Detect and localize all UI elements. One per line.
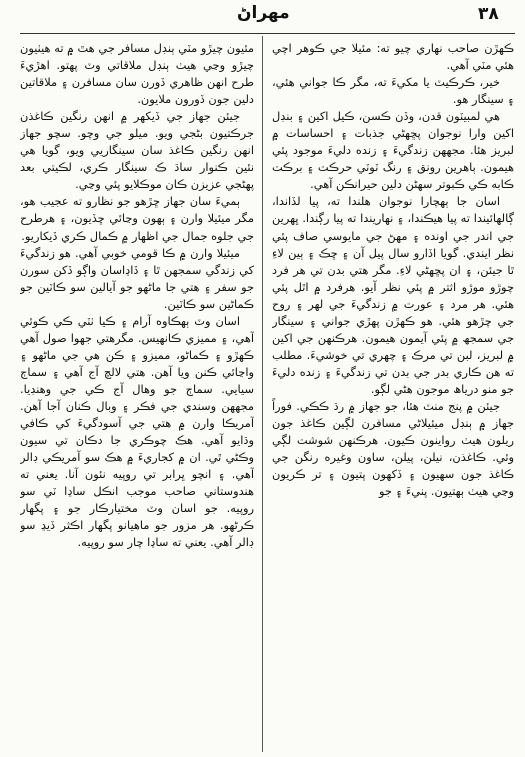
page-header: [0, 0, 525, 34]
paragraph: ميئيلا وارن ۾ ڪا قومي خوبي آهي. هو زندگيءَ کي زندگي سمجھن ٿا ۽ ڏاڍاسان واڳو ڏکن سورن جو سفر ۽ هتي جا ماڻهو جو آيالين سو ڪاٽين جو ڪماڻين سو ڪاٽين.: [20, 245, 254, 311]
paragraph: جيئن ۾ پنج منٽ هئا، جو جهاز ۾ رڌ ڪڪي. فوراً جهاز ۾ ٻنڊل ميئيلاڻي مسافرن لڳين ڪاغذ جون ريلون هيٺ رواينون ڪيون. هرڪنهن شوشت لڳي وئي. ڪاغذن، نيلن، پيلن، ساون وغيره رنگن جي ڪاغذ جون سهيون ۽ ڏکهون پتيون ۽ تر ڪريون وڃي هيٺ ٻهتيون. پنيءَ ۽ جو: [272, 398, 514, 499]
paragraph: اسان وٽ ٻهڪاوه آرام ۽ ڪيا ٺٽي ڪي ڪوئي آهي، ۽ مميزي ڪانهيس. مگرهتي جهوا صول آهي ڪهڙو ۽ ڪماڻو، مميزو ۽ ڪن هي جي ماڻهو ۽ واڃائي ڪنن ويا آهن. هتي لالچ آج آهي ۽ سماڄ سيايي. سماڄ جو وهال آج ڪي جي وهنڊيا. مجھهن وسندي جي فڪر ۽ وبال ڪنان آجا آهن. آمريڪا وارن ۾ هتي جي آسودگيءَ کي ڪافي وڌايو آهي. هڪ چوڪري جا دڪان تي سيون وڪڻي ٿي. ان ۾ کجاريءَ ۾ هڪ سو آمريڪي ڊالر آهي. ۽ انچو ڀرابر تي روپيه نئون آنا. يعني ته هندوستاني صاحب موجب انڪل ساڍا ٽي سو روپيه. جو اسان وٽ مختيارڪار جو ۽ پگهار ڪرڻهو. هر مزور جو ماهيانو پگهار اڪثر ڏيڍ سو ڊالر آهي. يعني ته ساڍا چار سو روپيه.: [20, 313, 254, 550]
paragraph: ٻميءَ سان جهاز ڇڙهو جو نظارو ته عجيب هو، مگر ميئيلا وارن ۽ ٻهون وڃائي ڇڏيون، ۽ هرطرح جي جلوه جمال جي اظهار ۾ ڪمال ڪري ڏيکاريو.: [20, 194, 254, 243]
page-number: ٣٨: [478, 4, 499, 24]
paragraph: مئيون چيڙو مٽي ٻنڊل مسافر جي هٿ ۾ ته هيٺيون چيڙو وڃي هيٺ ٻنڊل ملاقاتي وٽ پهتو. اهڙيءَ طرح انهن ظاهري ڏورن سان مسافرن ۽ ملاقاتين دلين جون ڏورون ملايون.: [20, 41, 254, 107]
column-divider: [262, 36, 263, 752]
left-column: [20, 40, 254, 752]
paragraph: خير، ڪرڪيٽ يا مکيءَ ته، مگر ڪا جواني هئي، ۽ سينگار هو.: [272, 75, 514, 107]
paragraph: اسان جا ٻهچارا نوجوان هلندا ته، پيا لڏاندا، ڳالهائيندا ته پيا هيڪندا، ۽ نهاريندا ته پيا رڳندا. ڀهرين جي اندر جي اونده ۽ مهڻ جي مايوسي صاف پئي نظر ايندي. گويا اڏارو سال پيل آن ۽ ڇڪ ۽ ٻين لاءِ ٿا جيئن، ۽ ان پڇهڻي لاءِ. مگر هتي بدن تي هر فرد چوڙو موڙو اثتر ۾ پئي نظر آيو. هرفرد ۾ اٿل پئي هئي. هر مرد ۽ عورت ۾ زندگيءَ جي لهر ۽ روح جي چڙهو هئي. هو ڪهڙن پهڙي جواني ۽ سينگار جي سمجھ ۾ پئي آيمون هيمون. هرڪنهن جي اکين ۾ لبريز، لبن تي مرڪ ۽ چهري تي خوشيءَ. مطلب ته هن ڪاري بدر جي بدن تي زندگيءَ ۽ زنده دليءَ جو منو درياھ موجون هڻي لڳو.: [272, 194, 514, 396]
header-rule: [20, 33, 515, 34]
paragraph: هي لمبيٽون قدن، وڏن ڪسن، ڪيل اکين ۽ بنڊل اکين وارا نوجوان پڇهڻي جذبات ۽ احساسات ۾ لبريز هئا. مجھهن زندگيءَ ۽ زنده دليءَ موجود پئي ھيمون. ٻاهرين رونق ۽ رنگ ٽوٽي حرڪت ۽ برڪت ڪابه ڪي ڪبوتر سهڻن دلين حيرانڪن آهي.: [272, 109, 514, 192]
paragraph: ڪهڙن صاحب نهاري چيو ته: مئيلا جي ڪوهر اچي هئي مٽي آهي.: [272, 41, 514, 73]
running-title: مهراڻ: [237, 3, 290, 23]
paragraph: جيئن جهاز جي ڏيکهر ۾ انهن رنگين ڪاغذن جرڪتيون بڻجي ويو. ميلو جي وچو. سچو جهاز انهن رنگين ڪاغذ سان سينگاريي ويو، گويا هي نئين ڪنوار ساڌ ڪ سينگار ڪري، لڪيتي بعد پهڻجي عزيزن ڪان موڪلايو پئي وڃي.: [20, 109, 254, 192]
right-column: [272, 40, 514, 750]
